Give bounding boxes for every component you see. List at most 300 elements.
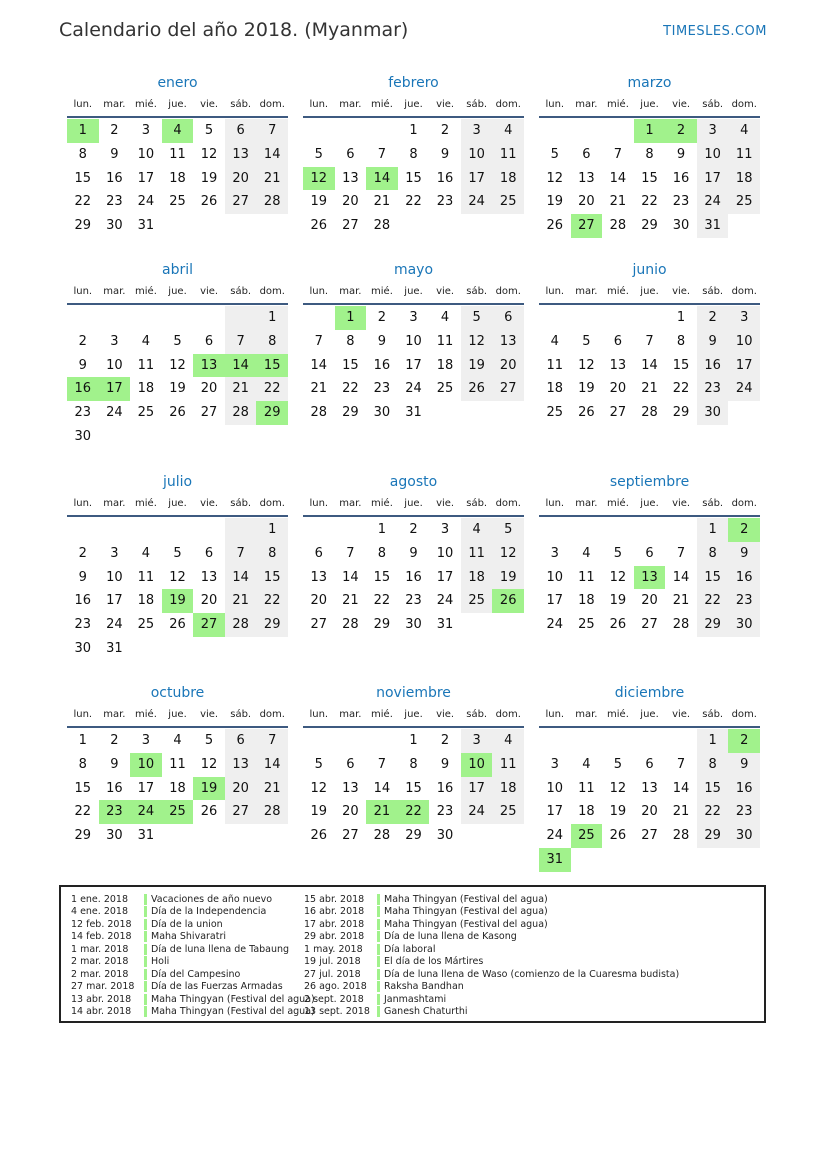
day-cell: 19 xyxy=(492,566,524,590)
day-cell: 30 xyxy=(373,405,391,421)
empty-cell xyxy=(539,729,571,753)
day-cell: 18 xyxy=(169,780,186,796)
holiday-row xyxy=(304,993,679,1006)
day-cell: 14 xyxy=(256,143,288,167)
day-cell: 22 xyxy=(74,194,92,210)
empty-cell xyxy=(539,119,571,143)
day-cell: 10 xyxy=(546,780,564,796)
day-cell: 1 xyxy=(377,522,387,537)
day-cell: 9 xyxy=(728,542,760,566)
day-cell: 20 xyxy=(225,777,257,801)
day-cell: 22 xyxy=(697,589,729,613)
holiday-marker xyxy=(377,956,380,967)
day-cell: 12 xyxy=(200,146,218,162)
day-cell: 30 xyxy=(106,218,123,234)
holiday-day: 14 xyxy=(366,167,398,191)
day-cell: 12 xyxy=(169,357,186,373)
day-cell: 30 xyxy=(405,617,422,633)
day-cell: 4 xyxy=(728,119,760,143)
weekday-label: mié. xyxy=(135,498,157,509)
weekday-label: dom. xyxy=(731,498,757,509)
holiday-date: 4 ene. 2018 xyxy=(71,906,128,918)
weekday-label: vie. xyxy=(200,286,219,297)
holiday-row xyxy=(71,906,315,919)
day-cell: 21 xyxy=(225,589,257,613)
month-febrero xyxy=(303,72,524,238)
weekday-label: sáb. xyxy=(702,286,724,297)
day-cell: 20 xyxy=(225,167,257,191)
day-cell: 5 xyxy=(204,733,214,748)
day-cell: 30 xyxy=(728,613,760,637)
day-cell: 20 xyxy=(492,354,524,378)
holiday-date: 17 abr. 2018 xyxy=(304,918,365,930)
day-cell: 7 xyxy=(256,729,288,753)
holiday-name: Día de luna llena de Tabaung xyxy=(151,943,290,955)
day-cell: 24 xyxy=(436,593,454,609)
holiday-name: Holi xyxy=(151,956,170,968)
day-cell: 8 xyxy=(409,756,418,772)
weekday-label: dom. xyxy=(495,498,521,509)
day-cell: 11 xyxy=(492,753,524,777)
month-noviembre xyxy=(303,682,524,848)
day-cell: 3 xyxy=(550,756,559,772)
day-cell: 10 xyxy=(436,545,454,561)
day-cell: 30 xyxy=(728,824,760,848)
month-marzo xyxy=(539,72,760,238)
day-cell: 12 xyxy=(461,330,493,354)
holiday-date: 19 jul. 2018 xyxy=(304,956,361,968)
day-cell: 22 xyxy=(256,589,288,613)
day-cell: 9 xyxy=(409,545,418,561)
empty-cell xyxy=(366,729,398,753)
day-cell: 26 xyxy=(310,218,328,234)
holiday-marker xyxy=(144,1006,147,1017)
day-cell: 16 xyxy=(106,170,123,186)
day-cell: 6 xyxy=(314,545,323,561)
weekday-label: jue. xyxy=(640,99,659,110)
day-cell: 14 xyxy=(225,566,257,590)
holiday-date: 1 mar. 2018 xyxy=(71,943,129,955)
day-cell: 18 xyxy=(492,777,524,801)
day-cell: 26 xyxy=(310,828,328,844)
day-cell: 25 xyxy=(137,617,155,633)
day-cell: 13 xyxy=(225,753,257,777)
day-cell: 13 xyxy=(310,569,328,585)
holiday-marker xyxy=(144,981,147,992)
holiday-name: El día de los Mártires xyxy=(384,956,484,968)
day-cell: 13 xyxy=(200,569,218,585)
empty-cell xyxy=(225,306,257,330)
day-cell: 18 xyxy=(546,381,564,397)
day-cell: 26 xyxy=(461,377,493,401)
day-cell: 14 xyxy=(641,357,658,373)
day-cell: 3 xyxy=(461,729,493,753)
empty-cell xyxy=(303,729,335,753)
weekday-label: mar. xyxy=(575,498,598,509)
holiday-row xyxy=(304,918,679,931)
weekday-header xyxy=(539,493,760,517)
brand-link[interactable]: TIMESLES.COM xyxy=(663,24,767,39)
holiday-name: Ganesh Chaturthi xyxy=(384,1006,468,1018)
day-cell: 9 xyxy=(377,333,387,349)
holiday-day: 19 xyxy=(193,777,225,801)
holiday-marker xyxy=(377,919,380,930)
day-grid xyxy=(67,306,288,449)
day-cell: 15 xyxy=(74,170,92,186)
day-cell: 18 xyxy=(578,593,595,609)
day-cell: 2 xyxy=(78,333,87,349)
day-cell: 11 xyxy=(137,357,155,373)
day-cell: 15 xyxy=(373,569,391,585)
weekday-label: vie. xyxy=(436,498,455,509)
holiday-name: Día de luna llena de Waso (comienzo de la Cuaresma budista) xyxy=(384,968,680,980)
day-cell: 9 xyxy=(728,753,760,777)
day-cell: 10 xyxy=(697,143,729,167)
weekday-label: lun. xyxy=(545,709,565,720)
day-cell: 1 xyxy=(409,123,418,138)
empty-cell xyxy=(99,306,131,330)
day-cell: 29 xyxy=(697,613,729,637)
month-septiembre xyxy=(539,471,760,637)
day-cell: 27 xyxy=(641,828,658,844)
holiday-name: Día de las Fuerzas Armadas xyxy=(151,981,283,993)
empty-cell xyxy=(162,518,194,542)
day-cell: 10 xyxy=(106,569,123,585)
day-cell: 26 xyxy=(609,617,627,633)
day-cell: 14 xyxy=(672,780,690,796)
day-cell: 10 xyxy=(461,143,493,167)
day-cell: 1 xyxy=(78,733,87,748)
holiday-row xyxy=(71,943,315,956)
day-cell: 19 xyxy=(169,381,186,397)
holiday-name: Día laboral xyxy=(384,943,436,955)
day-cell: 15 xyxy=(256,566,288,590)
empty-cell xyxy=(67,518,99,542)
holiday-day: 29 xyxy=(256,401,288,425)
day-cell: 10 xyxy=(137,146,155,162)
weekday-label: dom. xyxy=(731,709,757,720)
empty-cell xyxy=(303,518,335,542)
empty-cell xyxy=(335,119,367,143)
holiday-day: 4 xyxy=(162,119,194,143)
day-cell: 14 xyxy=(256,753,288,777)
day-cell: 23 xyxy=(436,194,454,210)
day-cell: 3 xyxy=(141,733,151,748)
holiday-list-left xyxy=(71,893,315,1018)
day-cell: 6 xyxy=(613,333,623,349)
weekday-label: mar. xyxy=(103,709,126,720)
day-cell: 28 xyxy=(641,405,658,421)
day-cell: 24 xyxy=(546,617,564,633)
holiday-day: 2 xyxy=(665,119,697,143)
day-cell: 30 xyxy=(106,828,123,844)
day-cell: 17 xyxy=(697,167,729,191)
day-cell: 4 xyxy=(141,545,151,561)
weekday-label: mié. xyxy=(371,498,393,509)
day-cell: 3 xyxy=(440,522,450,537)
day-cell: 28 xyxy=(373,218,391,234)
holiday-day: 14 xyxy=(225,354,257,378)
day-cell: 16 xyxy=(436,170,454,186)
empty-cell xyxy=(634,518,666,542)
day-cell: 21 xyxy=(256,777,288,801)
weekday-label: dom. xyxy=(495,709,521,720)
weekday-label: jue. xyxy=(640,709,659,720)
month-title: febrero xyxy=(388,75,439,91)
day-cell: 7 xyxy=(314,333,323,349)
empty-cell xyxy=(539,306,571,330)
empty-cell xyxy=(130,518,162,542)
day-cell: 17 xyxy=(546,593,564,609)
day-cell: 13 xyxy=(641,780,658,796)
weekday-label: lun. xyxy=(73,99,93,110)
day-cell: 23 xyxy=(672,194,690,210)
day-cell: 24 xyxy=(137,194,155,210)
weekday-label: vie. xyxy=(436,709,455,720)
holiday-name: Raksha Bandhan xyxy=(384,981,464,993)
weekday-header xyxy=(303,281,524,305)
day-cell: 8 xyxy=(346,333,355,349)
holiday-day: 15 xyxy=(256,354,288,378)
day-cell: 29 xyxy=(641,218,658,234)
weekday-label: lun. xyxy=(73,709,93,720)
day-cell: 11 xyxy=(137,569,155,585)
month-enero xyxy=(67,72,288,238)
day-cell: 29 xyxy=(373,617,391,633)
day-cell: 19 xyxy=(310,194,328,210)
day-cell: 12 xyxy=(310,780,328,796)
weekday-header xyxy=(67,493,288,517)
day-cell: 12 xyxy=(578,357,595,373)
holiday-name: Día de la Independencia xyxy=(151,906,267,918)
day-cell: 5 xyxy=(173,545,182,561)
day-cell: 1 xyxy=(697,729,729,753)
day-cell: 10 xyxy=(728,330,760,354)
holiday-marker xyxy=(377,969,380,980)
day-cell: 27 xyxy=(342,218,359,234)
holiday-day: 10 xyxy=(461,753,493,777)
day-cell: 11 xyxy=(492,143,524,167)
day-cell: 11 xyxy=(461,542,493,566)
day-cell: 30 xyxy=(436,828,454,844)
weekday-label: sáb. xyxy=(466,99,488,110)
day-cell: 28 xyxy=(672,617,690,633)
month-title: noviembre xyxy=(376,685,451,701)
empty-cell xyxy=(67,306,99,330)
day-cell: 1 xyxy=(256,306,288,330)
day-cell: 7 xyxy=(346,545,355,561)
holiday-day: 1 xyxy=(634,119,666,143)
weekday-label: sáb. xyxy=(230,286,252,297)
day-cell: 8 xyxy=(78,146,87,162)
day-cell: 20 xyxy=(609,381,627,397)
holiday-name: Vacaciones de año nuevo xyxy=(151,893,273,905)
day-grid xyxy=(539,729,760,872)
weekday-label: mar. xyxy=(103,99,126,110)
weekday-label: vie. xyxy=(200,99,219,110)
day-cell: 11 xyxy=(546,357,564,373)
month-title: marzo xyxy=(627,75,672,91)
day-cell: 26 xyxy=(546,218,564,234)
day-cell: 2 xyxy=(110,733,119,748)
day-cell: 22 xyxy=(697,800,729,824)
holiday-date: 14 abr. 2018 xyxy=(71,1006,132,1018)
day-cell: 7 xyxy=(256,119,288,143)
day-cell: 16 xyxy=(728,777,760,801)
day-cell: 9 xyxy=(78,569,87,585)
day-cell: 28 xyxy=(310,405,328,421)
weekday-label: dom. xyxy=(495,286,521,297)
day-cell: 28 xyxy=(256,800,288,824)
holiday-day: 23 xyxy=(99,800,131,824)
day-cell: 13 xyxy=(492,330,524,354)
day-cell: 3 xyxy=(461,119,493,143)
day-cell: 20 xyxy=(578,194,595,210)
holiday-name: Maha Thingyan (Festival del agua) xyxy=(384,918,548,930)
day-cell: 22 xyxy=(373,593,391,609)
empty-cell xyxy=(99,518,131,542)
holiday-day: 16 xyxy=(67,377,99,401)
weekday-label: jue. xyxy=(640,286,659,297)
weekday-header xyxy=(67,94,288,118)
holiday-day: 19 xyxy=(162,589,194,613)
day-grid xyxy=(67,119,288,238)
holiday-marker xyxy=(144,906,147,917)
holiday-date: 1 ene. 2018 xyxy=(71,893,128,905)
day-cell: 7 xyxy=(377,146,387,162)
day-cell: 29 xyxy=(342,405,359,421)
holiday-row xyxy=(304,968,679,981)
holiday-day: 21 xyxy=(366,800,398,824)
day-cell: 30 xyxy=(672,218,690,234)
empty-cell xyxy=(571,729,603,753)
holiday-name: Día de la union xyxy=(151,918,223,930)
day-cell: 6 xyxy=(492,306,524,330)
day-cell: 18 xyxy=(137,381,155,397)
weekday-label: sáb. xyxy=(230,498,252,509)
day-cell: 30 xyxy=(74,640,92,656)
holiday-list xyxy=(59,885,766,1023)
holiday-list-right xyxy=(304,893,679,1018)
day-cell: 22 xyxy=(641,194,658,210)
day-cell: 15 xyxy=(74,780,92,796)
day-cell: 10 xyxy=(405,333,422,349)
day-cell: 17 xyxy=(461,777,493,801)
day-cell: 26 xyxy=(578,405,595,421)
day-cell: 1 xyxy=(256,518,288,542)
empty-cell xyxy=(193,306,225,330)
day-cell: 1 xyxy=(697,518,729,542)
day-cell: 23 xyxy=(74,405,92,421)
day-cell: 19 xyxy=(578,381,595,397)
day-cell: 20 xyxy=(200,381,218,397)
holiday-day: 1 xyxy=(67,119,99,143)
day-cell: 25 xyxy=(728,190,760,214)
holiday-marker xyxy=(377,994,380,1005)
day-cell: 12 xyxy=(546,170,564,186)
day-cell: 22 xyxy=(74,804,92,820)
day-cell: 2 xyxy=(440,733,450,748)
day-cell: 23 xyxy=(697,377,729,401)
day-cell: 16 xyxy=(436,780,454,796)
day-cell: 13 xyxy=(578,170,595,186)
day-cell: 19 xyxy=(461,354,493,378)
weekday-label: lun. xyxy=(309,99,329,110)
day-cell: 25 xyxy=(578,617,595,633)
day-cell: 12 xyxy=(200,756,218,772)
day-grid xyxy=(67,729,288,848)
weekday-label: mié. xyxy=(607,498,629,509)
empty-cell xyxy=(665,729,697,753)
weekday-label: sáb. xyxy=(230,99,252,110)
weekday-label: lun. xyxy=(545,498,565,509)
day-cell: 3 xyxy=(141,123,151,138)
weekday-label: mar. xyxy=(339,498,362,509)
empty-cell xyxy=(571,306,603,330)
day-cell: 21 xyxy=(256,167,288,191)
day-cell: 20 xyxy=(641,804,658,820)
day-cell: 16 xyxy=(672,170,690,186)
holiday-marker xyxy=(377,1006,380,1017)
day-cell: 13 xyxy=(609,357,627,373)
weekday-label: vie. xyxy=(672,286,691,297)
day-cell: 27 xyxy=(225,800,257,824)
weekday-label: dom. xyxy=(259,99,285,110)
day-cell: 1 xyxy=(409,733,418,748)
day-cell: 3 xyxy=(409,310,418,325)
day-cell: 25 xyxy=(461,589,493,613)
holiday-date: 12 feb. 2018 xyxy=(71,918,132,930)
day-grid xyxy=(67,518,288,661)
day-cell: 17 xyxy=(436,569,454,585)
day-cell: 25 xyxy=(546,405,564,421)
month-diciembre xyxy=(539,682,760,872)
day-cell: 12 xyxy=(609,780,627,796)
day-cell: 11 xyxy=(169,146,186,162)
day-cell: 4 xyxy=(492,729,524,753)
holiday-row xyxy=(304,906,679,919)
day-cell: 18 xyxy=(578,804,595,820)
holiday-row xyxy=(304,943,679,956)
day-cell: 23 xyxy=(405,593,422,609)
day-cell: 6 xyxy=(204,545,214,561)
month-title: junio xyxy=(632,262,667,278)
day-cell: 7 xyxy=(676,545,686,561)
day-cell: 18 xyxy=(492,167,524,191)
day-cell: 29 xyxy=(74,828,92,844)
month-julio xyxy=(67,471,288,661)
empty-cell xyxy=(335,518,367,542)
day-cell: 6 xyxy=(645,545,654,561)
day-cell: 2 xyxy=(697,306,729,330)
day-cell: 4 xyxy=(461,518,493,542)
weekday-label: jue. xyxy=(404,498,423,509)
holiday-date: 13 abr. 2018 xyxy=(71,993,132,1005)
day-cell: 16 xyxy=(405,569,422,585)
weekday-label: mar. xyxy=(575,286,598,297)
weekday-label: jue. xyxy=(404,286,423,297)
weekday-label: lun. xyxy=(309,709,329,720)
day-cell: 24 xyxy=(461,800,493,824)
empty-cell xyxy=(602,306,634,330)
weekday-label: lun. xyxy=(309,286,329,297)
weekday-label: dom. xyxy=(259,286,285,297)
month-title: mayo xyxy=(393,262,434,278)
day-cell: 9 xyxy=(697,330,729,354)
day-cell: 21 xyxy=(609,194,627,210)
month-title: agosto xyxy=(389,474,438,490)
weekday-label: mié. xyxy=(607,709,629,720)
